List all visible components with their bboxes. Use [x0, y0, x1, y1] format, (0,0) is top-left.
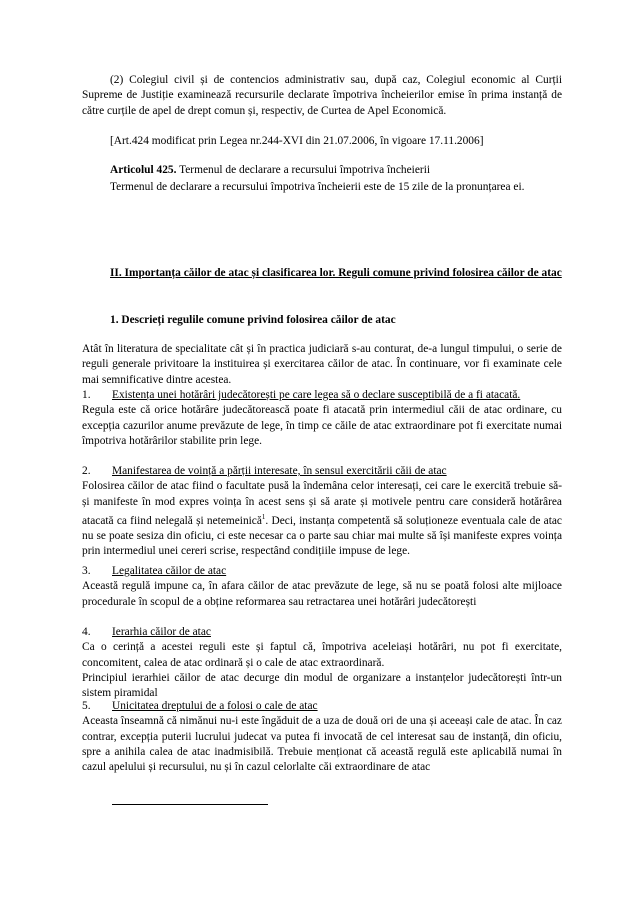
- rule-title: Ierarhia căilor de atac: [112, 626, 211, 638]
- article-425-text: Termenul de declarare a recursului împotriva încheierii este de 15 zile de la pronunțarea ei.: [110, 181, 525, 193]
- article-title: Termenul de declarare a recursului împotriva încheierii: [176, 164, 431, 176]
- rule-3: [82, 564, 562, 610]
- rule-2-heading: [82, 464, 562, 479]
- rule-5: [82, 699, 562, 775]
- rule-number: 3.: [82, 565, 91, 577]
- rule-number: 5.: [82, 700, 91, 712]
- rule-text: Această regulă impune ca, în afara căilor de atac prevăzute de lege, să nu se poată folosi alte mijloace procedurale în scopul de a obține reformarea sau retractarea unei hotărâri judecătorești: [82, 580, 562, 608]
- rule-text: Regula este că orice hotărâre judecătorească poate fi atacată prin intermediul căii de atac ordinare, cu excepția cazurilor anume prevăzute de lege, în timp ce căile de atac extraordinare pot fi exercitate numai împotriva hotărârilor stabilite prin lege.: [82, 404, 562, 447]
- rule-number: 1.: [82, 389, 91, 401]
- footnote-separator: [112, 804, 268, 805]
- rule-title: Unicitatea dreptului de a folosi o cale de atac: [112, 700, 318, 712]
- rule-text: Ca o cerință a acestei reguli este și faptul că, împotriva aceleiași hotărâri, nu pot fi exercitate, concomitent, calea de atac ordinară și o cale de atac extraordinară.: [82, 641, 562, 669]
- rule-4: [82, 625, 562, 701]
- rule-text-part: Folosirea căilor de atac fiind o facultate pusă la îndemâna celor interesați, cei care le exercită trebuie să-și manifeste în mod expres voința în acest sens și să arate și motivele pentru care consideră hotărârea atacată ca fiind nelegală și netemeinică: [82, 480, 562, 527]
- rule-1: [82, 388, 562, 449]
- amendment-note: [Art.424 modificat prin Legea nr.244-XVI din 21.07.2006, în vigoare 17.11.2006]: [110, 135, 484, 147]
- paragraph-art424-2: (2) Colegiul civil și de contencios administrativ sau, după caz, Colegiul economic al Curții Supreme de Justiție examinează recursurile declarate împotriva încheierilor emise în prima instanță de către curțile de apel de drept comun și, respectiv, de Curtea de Apel Economică.: [82, 74, 562, 117]
- rule-1-heading: [82, 388, 562, 403]
- rule-title: Legalitatea căilor de atac: [112, 565, 227, 577]
- rule-3-heading: [82, 564, 562, 579]
- rule-5-heading: [82, 699, 562, 714]
- rule-text: [82, 479, 562, 559]
- footnote-marker[interactable]: 1: [261, 512, 266, 521]
- rule-title: Existența unei hotărâri judecătorești pe care legea să o declare susceptibilă de a fi atacată.: [112, 389, 521, 401]
- rule-text-part: . Deci, instanța competentă să soluționeze eventuala cale de atac nu se poate sesiza din oficiu, ci este necesar ca o parte sau chiar mai multe să își manifeste expres voința prin intermediul unei cereri scrise, respectând condițiile impuse de lege.: [82, 514, 562, 558]
- rule-text: Aceasta înseamnă că nimănui nu-i este îngăduit de a uza de două ori de una și aceeași cale de atac. În caz contrar, excepția puterii lucrului judecat va putea fi invocată de cel interesat sau de instanță, din oficiu, spre a anihila calea de atac inadmisibilă. Trebuie menționat că această regulă este aplicabilă numai în cazul apelului și recursului, nu și în cazul celorlalte căi extraordinare de atac: [82, 715, 562, 774]
- rule-4-heading: [82, 625, 562, 640]
- rule-2: [82, 464, 562, 560]
- rule-text-extra: Principiul ierarhiei căilor de atac decurge din modul de organizare a instanțelor judecătorești într-un sistem piramidal: [82, 671, 562, 700]
- article-425-heading: [82, 163, 562, 178]
- section-heading: II. Importanța căilor de atac și clasificarea lor. Reguli comune privind folosirea căilor de atac: [110, 267, 562, 279]
- section-subheading: 1. Descrieți regulile comune privind folosirea căilor de atac: [110, 314, 396, 326]
- rule-title: Manifestarea de voință a părții interesate, în sensul exercitării căii de atac: [112, 465, 447, 477]
- rule-number: 4.: [82, 626, 91, 638]
- article-number: Articolul 425.: [110, 164, 177, 176]
- rule-number: 2.: [82, 465, 91, 477]
- intro-paragraph: Atât în literatura de specialitate cât și în practica judiciară s-au conturat, de-a lungul timpului, o serie de reguli generale privitoare la instituirea și exercitarea căilor de atac. În continuare, vor fi examinate cele mai semnificative dintre acestea.: [82, 343, 562, 386]
